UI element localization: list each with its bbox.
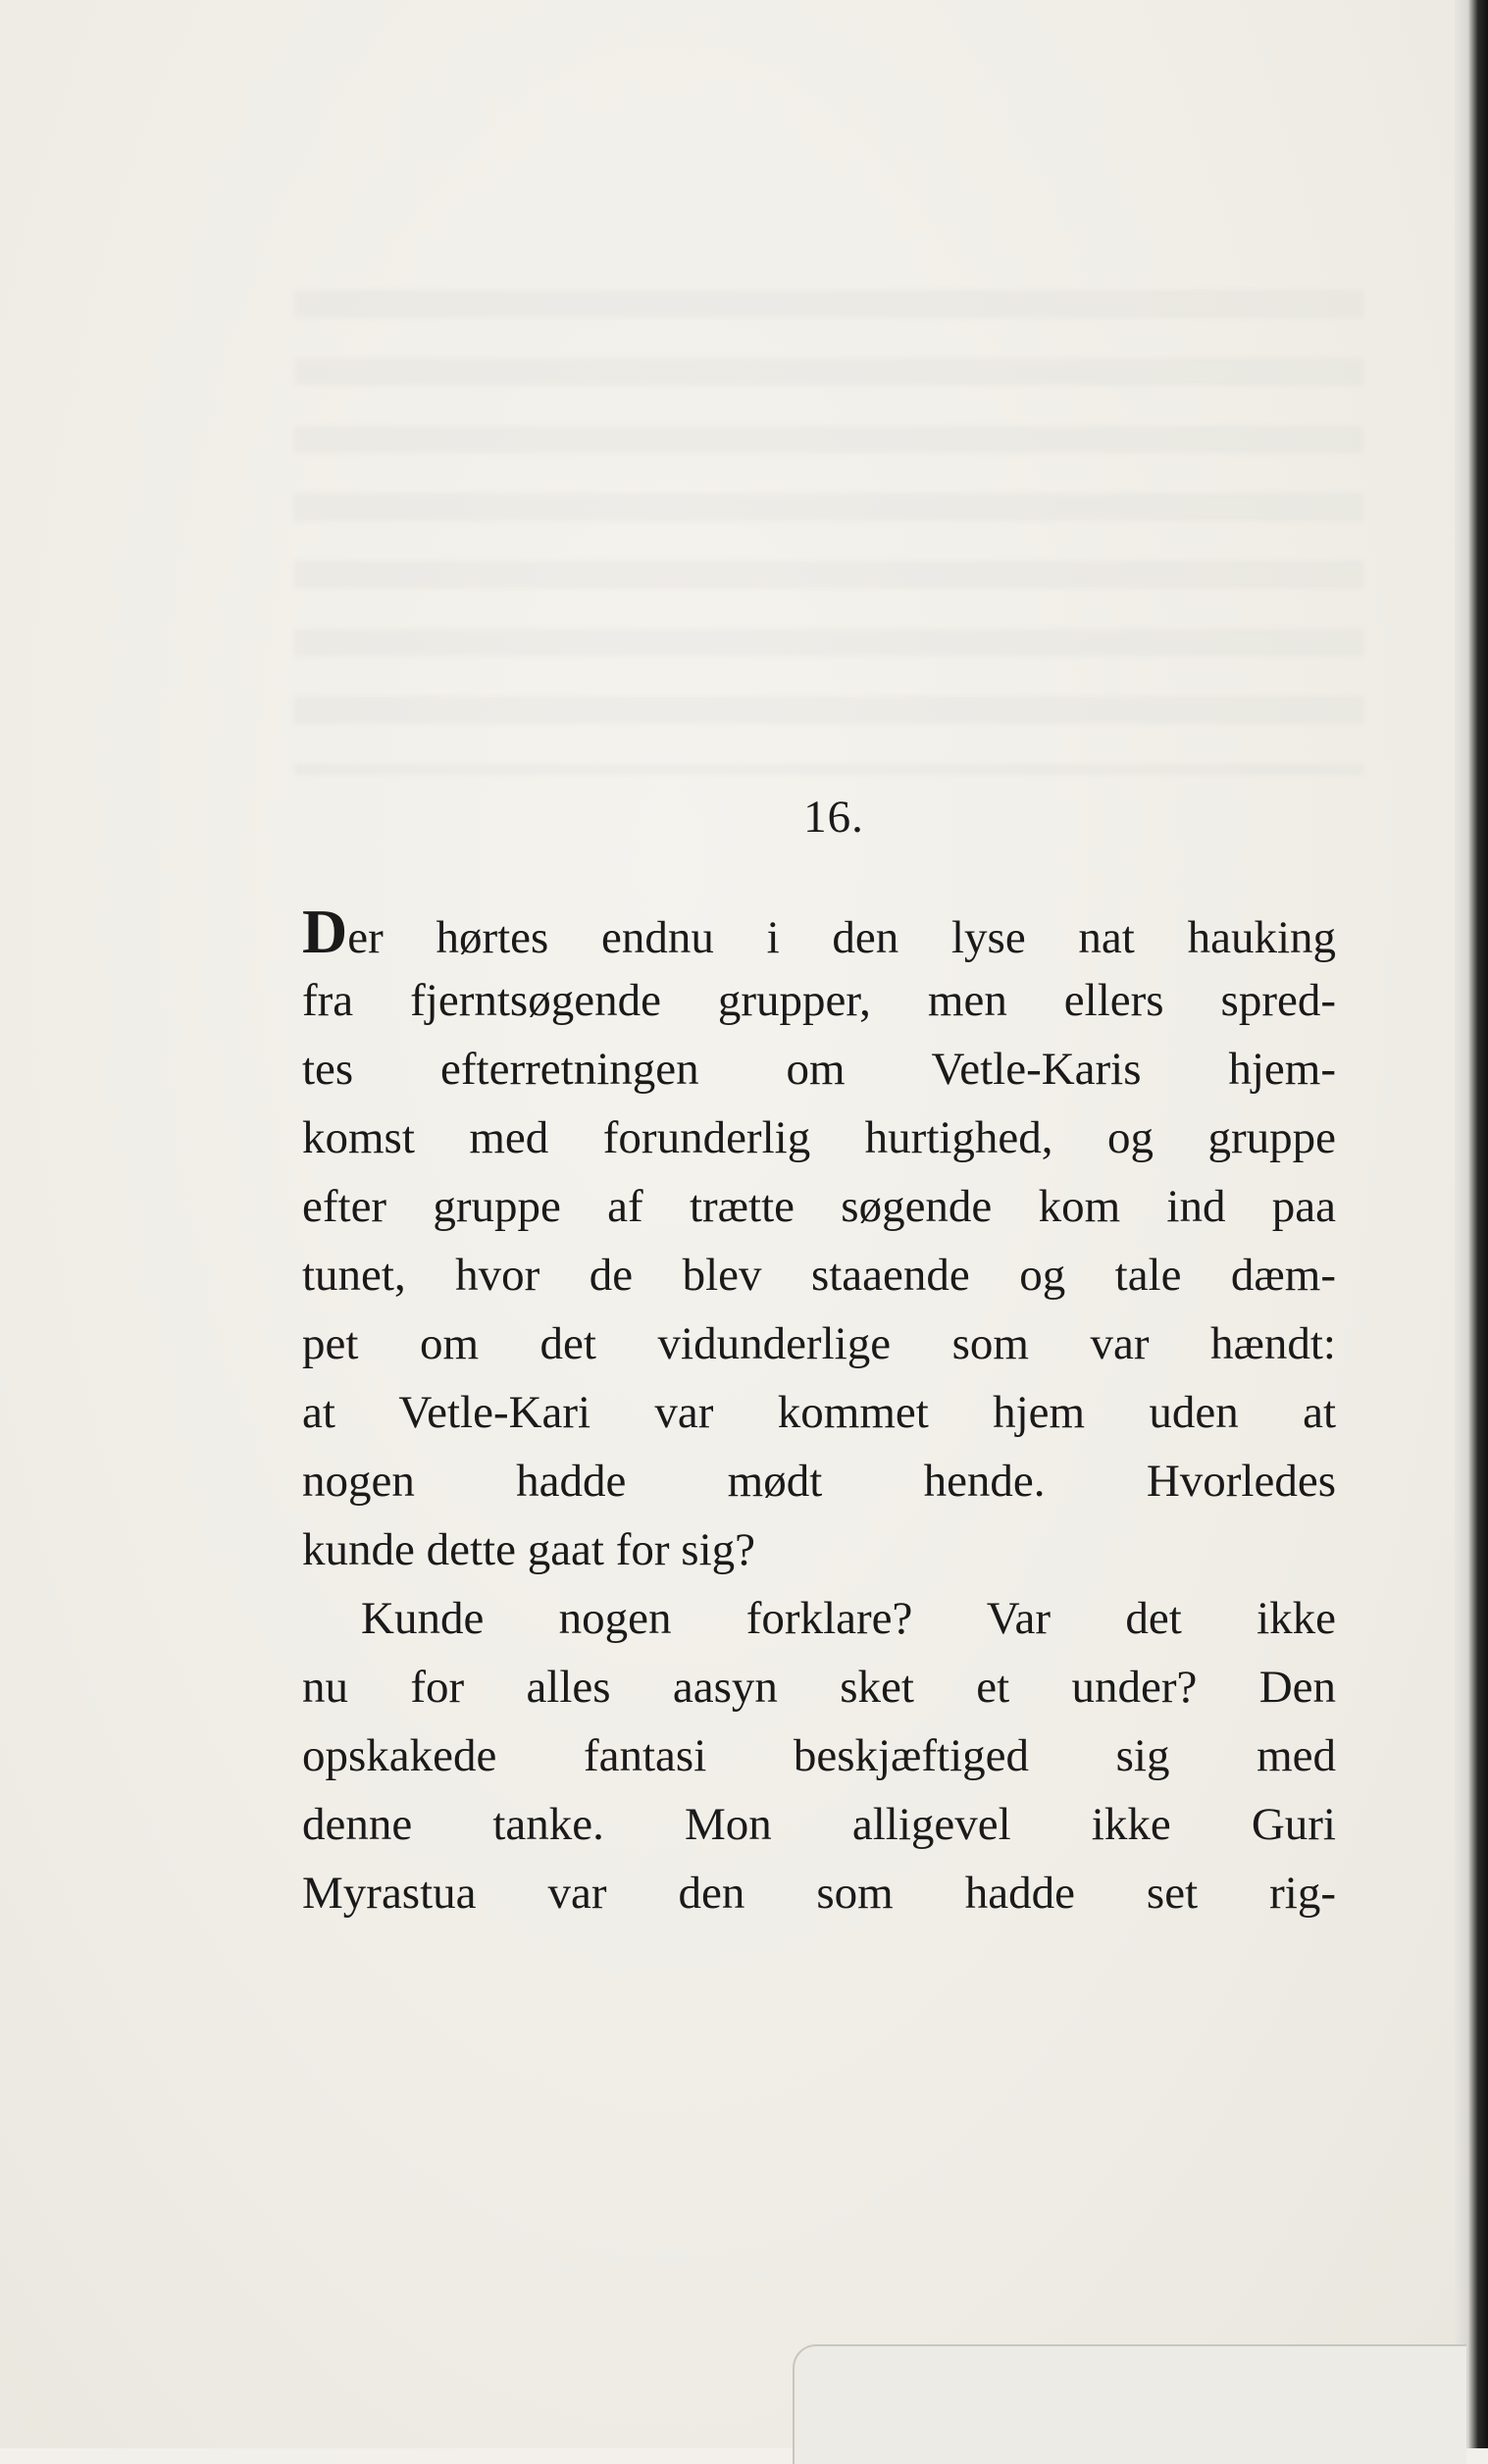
drop-cap: D [302,898,348,966]
page-tab-corner [793,2344,1466,2464]
text-line: Myrastua var den som hadde set rig- [302,1868,1336,1919]
text-line: komst med forunderlig hurtighed, og gruppe [302,1112,1336,1163]
text-line: fra fjerntsøgende grupper, men ellers spred- [302,975,1336,1026]
text-line: tunet, hvor de blev staaende og tale dæm- [302,1250,1336,1301]
chapter-number: 16. [803,792,864,843]
text-line: nu for alles aasyn sket et under? Den [302,1662,1336,1713]
text-line: opskakede fantasi beskjæftiged sig med [302,1730,1336,1781]
text-line: kunde dette gaat for sig? [302,1524,755,1575]
text-line [302,898,1336,966]
text-line: at Vetle-Kari var kommet hjem uden at [302,1387,1336,1438]
bleed-through-text [294,265,1363,775]
first-line-text: er hørtes endnu i den lyse nat hauking [347,912,1336,963]
text-line: tes efterretningen om Vetle-Karis hjem- [302,1044,1336,1095]
text-line: pet om det vidunderlige som var hændt: [302,1318,1336,1369]
text-line: nogen hadde mødt hende. Hvorledes [302,1456,1336,1507]
body-text [302,898,1336,1927]
text-line: denne tanke. Mon alligevel ikke Guri [302,1799,1336,1850]
text-line: Kunde nogen forklare? Var det ikke [361,1593,1336,1644]
page-edge-shadow [1455,0,1488,2448]
text-line: efter gruppe af trætte søgende kom ind paa [302,1181,1336,1232]
